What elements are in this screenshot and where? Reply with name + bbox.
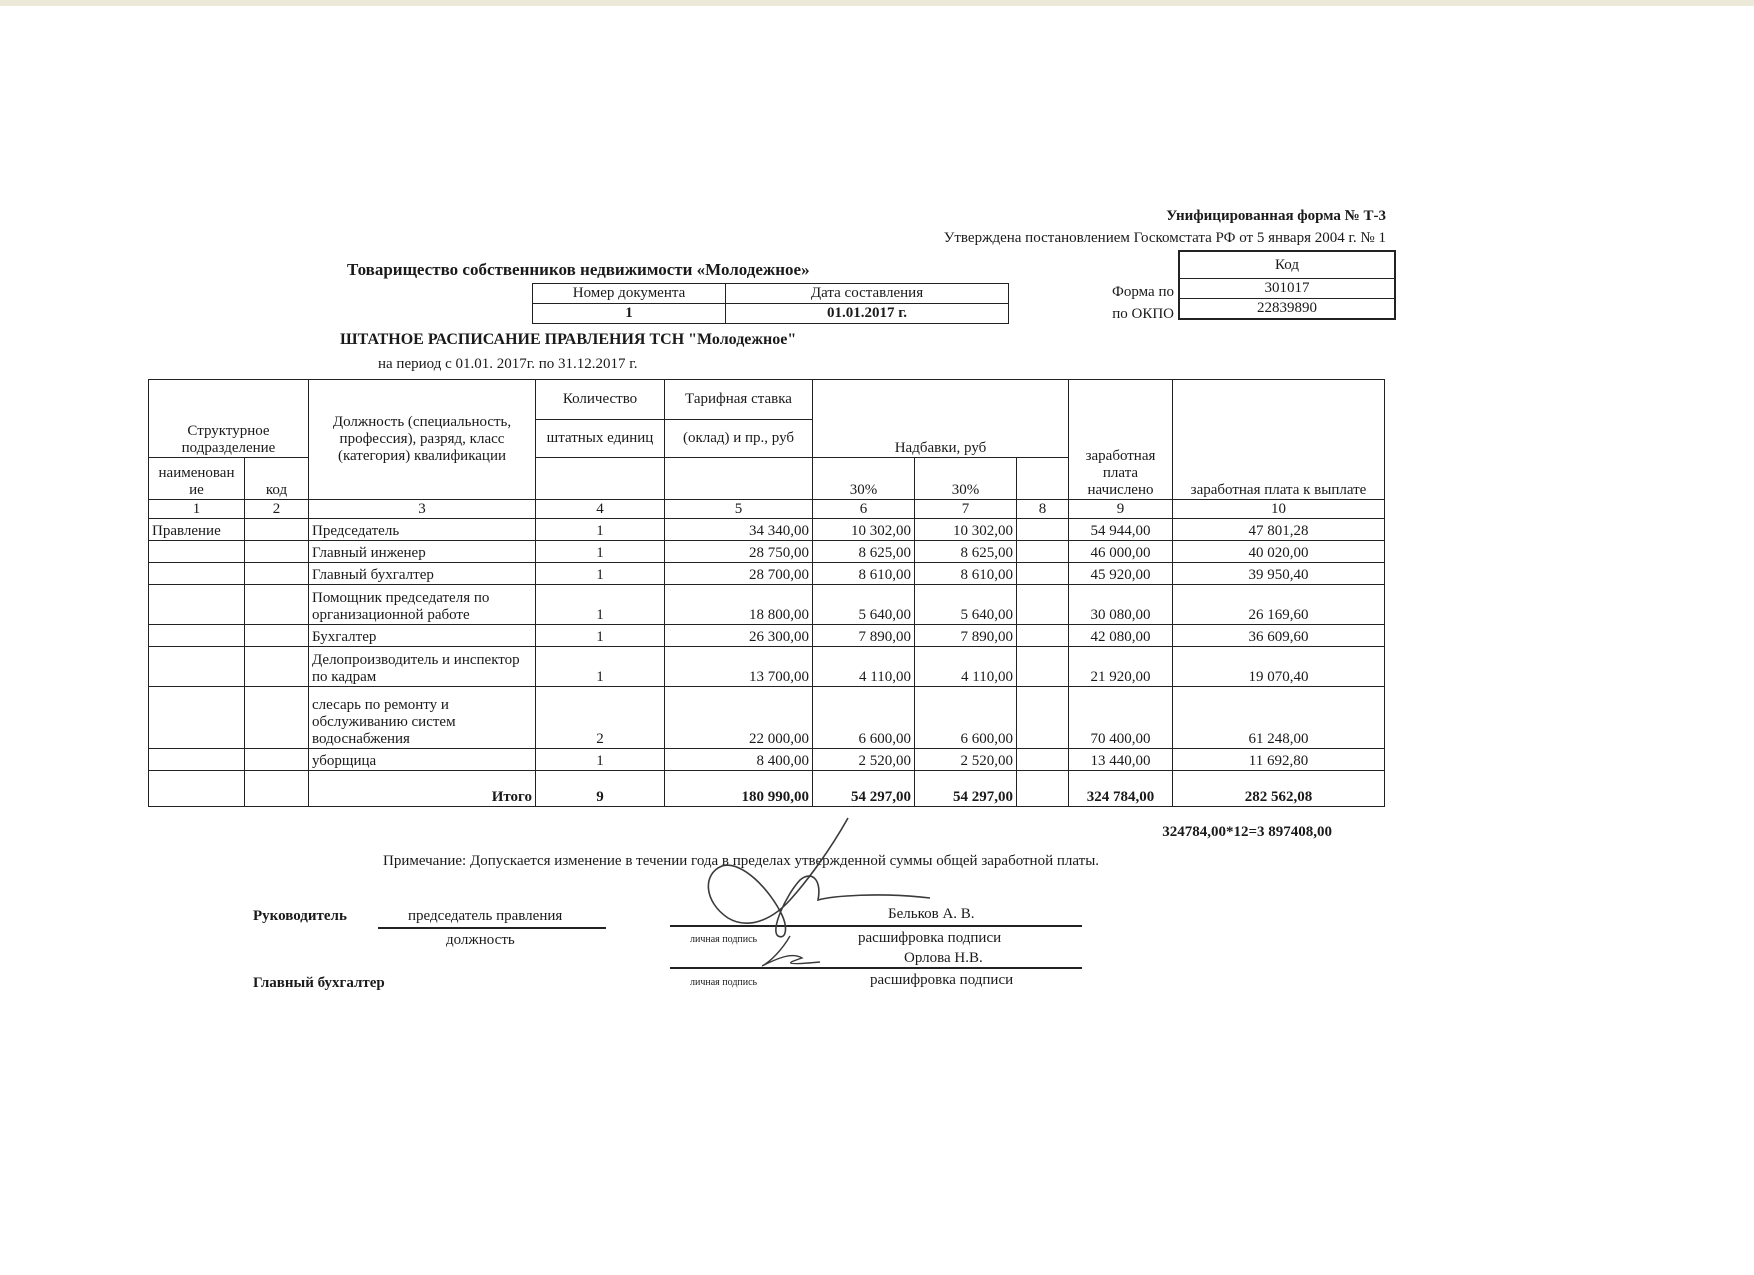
- cell-rate: 28 750,00: [665, 541, 813, 563]
- cell-rate: 34 340,00: [665, 519, 813, 541]
- cell-payout: 39 950,40: [1173, 563, 1385, 585]
- scan-edge: [0, 0, 1754, 6]
- cell-code: [245, 749, 309, 771]
- cell-col8: [1017, 647, 1069, 687]
- form-title: Унифицированная форма № Т-3: [1166, 208, 1386, 224]
- doc-date: 01.01.2017 г.: [726, 304, 1009, 324]
- organization-name: Товарищество собственников недвижимости «Молодежное»: [347, 260, 810, 279]
- doc-number-label: Номер документа: [533, 284, 726, 304]
- doc-date-label: Дата составления: [726, 284, 1009, 304]
- code-box: [1178, 250, 1396, 320]
- period: на период с 01.01. 2017г. по 31.12.2017 г.: [378, 356, 638, 372]
- cell-qty: 1: [536, 563, 665, 585]
- cell-dept: [149, 585, 245, 625]
- cell-col8: [1017, 749, 1069, 771]
- note: Примечание: Допускается изменение в течении года в пределах утвержденной суммы общей заработной платы.: [383, 853, 1100, 869]
- cell-rate: 26 300,00: [665, 625, 813, 647]
- cell-payout: 40 020,00: [1173, 541, 1385, 563]
- cell-rate: 28 700,00: [665, 563, 813, 585]
- okpo-label: по ОКПО: [1112, 306, 1174, 322]
- head-personal-signature-caption: личная подпись: [690, 934, 758, 945]
- header-rate-blank: [665, 458, 813, 500]
- cell-code: [245, 585, 309, 625]
- cell-position: слесарь по ремонту и обслуживанию систем водоснабжения: [309, 687, 536, 749]
- cell-qty: 1: [536, 541, 665, 563]
- table-row: [149, 585, 1385, 625]
- accountant-personal-signature-caption: личная подпись: [690, 977, 758, 988]
- header-struct: Структурное подразделение: [149, 380, 309, 458]
- cell-position: Бухгалтер: [309, 625, 536, 647]
- col-num: 9: [1069, 500, 1173, 519]
- col-num: 1: [149, 500, 245, 519]
- header-bonus: Надбавки, руб: [813, 380, 1069, 458]
- header-qty-1: Количество: [536, 380, 665, 420]
- cell-code: [245, 563, 309, 585]
- staff-table: [148, 379, 1385, 807]
- code-label: Код: [1179, 251, 1395, 279]
- accountant-name: Орлова Н.В.: [904, 950, 983, 966]
- head-label: Руководитель: [253, 908, 347, 924]
- approval-note: Утверждена постановлением Госкомстата РФ от 5 января 2004 г. № 1: [943, 230, 1386, 246]
- table-row: [149, 519, 1385, 541]
- doc-number: 1: [533, 304, 726, 324]
- cell-dept: [149, 563, 245, 585]
- col-num: 10: [1173, 500, 1385, 519]
- accountant-signature-line: [670, 967, 1082, 969]
- cell-qty: 1: [536, 749, 665, 771]
- cell-bonus-b: 7 890,00: [915, 625, 1017, 647]
- header-bonus-blank: [1017, 458, 1069, 500]
- cell-dept: Правление: [149, 519, 245, 541]
- total-bonus-b: 54 297,00: [915, 771, 1017, 807]
- cell-col8: [1017, 519, 1069, 541]
- total-qty: 9: [536, 771, 665, 807]
- cell-position: Председатель: [309, 519, 536, 541]
- cell-code: [245, 625, 309, 647]
- cell-code: [245, 687, 309, 749]
- cell-accrued: 42 080,00: [1069, 625, 1173, 647]
- col-num: 4: [536, 500, 665, 519]
- cell-accrued: 45 920,00: [1069, 563, 1173, 585]
- header-bonus-a: 30%: [813, 458, 915, 500]
- cell-payout: 11 692,80: [1173, 749, 1385, 771]
- annual-calculation: 324784,00*12=3 897408,00: [1162, 824, 1332, 840]
- cell-bonus-b: 8 610,00: [915, 563, 1017, 585]
- cell-accrued: 21 920,00: [1069, 647, 1173, 687]
- cell-position: Главный бухгалтер: [309, 563, 536, 585]
- cell-code: [245, 647, 309, 687]
- cell-rate: 8 400,00: [665, 749, 813, 771]
- cell-accrued: 70 400,00: [1069, 687, 1173, 749]
- accountant-decode-caption: расшифровка подписи: [870, 972, 1014, 988]
- cell-qty: 1: [536, 625, 665, 647]
- total-payout: 282 562,08: [1173, 771, 1385, 807]
- cell-code: [245, 771, 309, 807]
- total-rate: 180 990,00: [665, 771, 813, 807]
- cell-bonus-b: 6 600,00: [915, 687, 1017, 749]
- table-row: [149, 625, 1385, 647]
- cell-position: Делопроизводитель и инспектор по кадрам: [309, 647, 536, 687]
- col-num: 2: [245, 500, 309, 519]
- document-title: ШТАТНОЕ РАСПИСАНИЕ ПРАВЛЕНИЯ ТСН "Молодежное": [340, 331, 797, 348]
- okpo-value: 22839890: [1179, 299, 1395, 320]
- cell-rate: 18 800,00: [665, 585, 813, 625]
- cell-position: Главный инженер: [309, 541, 536, 563]
- cell-bonus-b: 10 302,00: [915, 519, 1017, 541]
- cell-qty: 1: [536, 585, 665, 625]
- header-payout: заработная плата к выплате: [1173, 380, 1385, 500]
- cell-col8: [1017, 625, 1069, 647]
- cell-bonus-a: 8 625,00: [813, 541, 915, 563]
- accountant-signature-stroke: [762, 936, 820, 966]
- header-name: наименован ие: [149, 458, 245, 500]
- cell-accrued: 30 080,00: [1069, 585, 1173, 625]
- header-position: Должность (специальность, профессия), разряд, класс (категория) квалификации: [309, 380, 536, 500]
- forma-label: Форма по: [1112, 284, 1174, 300]
- cell-accrued: 46 000,00: [1069, 541, 1173, 563]
- cell-bonus-b: 8 625,00: [915, 541, 1017, 563]
- cell-position: уборщица: [309, 749, 536, 771]
- header-qty-blank: [536, 458, 665, 500]
- cell-bonus-b: 5 640,00: [915, 585, 1017, 625]
- total-accrued: 324 784,00: [1069, 771, 1173, 807]
- head-signature-line: [670, 925, 1082, 927]
- table-row: [149, 563, 1385, 585]
- col-num: 5: [665, 500, 813, 519]
- header-rate-2: (оклад) и пр., руб: [665, 420, 813, 458]
- forma-value: 301017: [1179, 279, 1395, 299]
- document-info-table: [532, 283, 1009, 324]
- cell-bonus-a: 10 302,00: [813, 519, 915, 541]
- table-row: [149, 647, 1385, 687]
- header-rate-1: Тарифная ставка: [665, 380, 813, 420]
- cell-payout: 61 248,00: [1173, 687, 1385, 749]
- col-num: 7: [915, 500, 1017, 519]
- cell-position: Помощник председателя по организационной работе: [309, 585, 536, 625]
- cell-accrued: 13 440,00: [1069, 749, 1173, 771]
- cell-dept: [149, 749, 245, 771]
- table-row: [149, 749, 1385, 771]
- cell-accrued: 54 944,00: [1069, 519, 1173, 541]
- total-row: [149, 771, 1385, 807]
- cell-bonus-a: 2 520,00: [813, 749, 915, 771]
- cell-rate: 13 700,00: [665, 647, 813, 687]
- header-qty-2: штатных единиц: [536, 420, 665, 458]
- table-row: [149, 687, 1385, 749]
- cell-bonus-b: 4 110,00: [915, 647, 1017, 687]
- accountant-label: Главный бухгалтер: [253, 975, 385, 991]
- cell-bonus-a: 8 610,00: [813, 563, 915, 585]
- cell-col8: [1017, 563, 1069, 585]
- col-num: 8: [1017, 500, 1069, 519]
- cell-col8: [1017, 541, 1069, 563]
- header-accrued: заработная плата начислено: [1069, 380, 1173, 500]
- head-name: Бельков А. В.: [888, 906, 975, 922]
- header-code: код: [245, 458, 309, 500]
- cell-payout: 36 609,60: [1173, 625, 1385, 647]
- cell-payout: 26 169,60: [1173, 585, 1385, 625]
- cell-qty: 1: [536, 647, 665, 687]
- cell-payout: 19 070,40: [1173, 647, 1385, 687]
- cell-col8: [1017, 585, 1069, 625]
- header-bonus-b: 30%: [915, 458, 1017, 500]
- cell-col8: [1017, 771, 1069, 807]
- cell-bonus-a: 7 890,00: [813, 625, 915, 647]
- cell-bonus-a: 4 110,00: [813, 647, 915, 687]
- head-position: председатель правления: [408, 908, 563, 924]
- cell-qty: 2: [536, 687, 665, 749]
- cell-bonus-a: 6 600,00: [813, 687, 915, 749]
- total-label: Итого: [309, 771, 536, 807]
- column-numbers-row: [149, 500, 1385, 519]
- cell-code: [245, 519, 309, 541]
- col-num: 6: [813, 500, 915, 519]
- cell-qty: 1: [536, 519, 665, 541]
- cell-dept: [149, 771, 245, 807]
- cell-dept: [149, 541, 245, 563]
- cell-dept: [149, 687, 245, 749]
- cell-col8: [1017, 687, 1069, 749]
- cell-dept: [149, 647, 245, 687]
- cell-dept: [149, 625, 245, 647]
- cell-payout: 47 801,28: [1173, 519, 1385, 541]
- cell-rate: 22 000,00: [665, 687, 813, 749]
- cell-bonus-a: 5 640,00: [813, 585, 915, 625]
- cell-code: [245, 541, 309, 563]
- position-caption: должность: [446, 932, 515, 948]
- position-line: [378, 927, 606, 929]
- cell-bonus-b: 2 520,00: [915, 749, 1017, 771]
- head-decode-caption: расшифровка подписи: [858, 930, 1002, 946]
- col-num: 3: [309, 500, 536, 519]
- total-bonus-a: 54 297,00: [813, 771, 915, 807]
- table-row: [149, 541, 1385, 563]
